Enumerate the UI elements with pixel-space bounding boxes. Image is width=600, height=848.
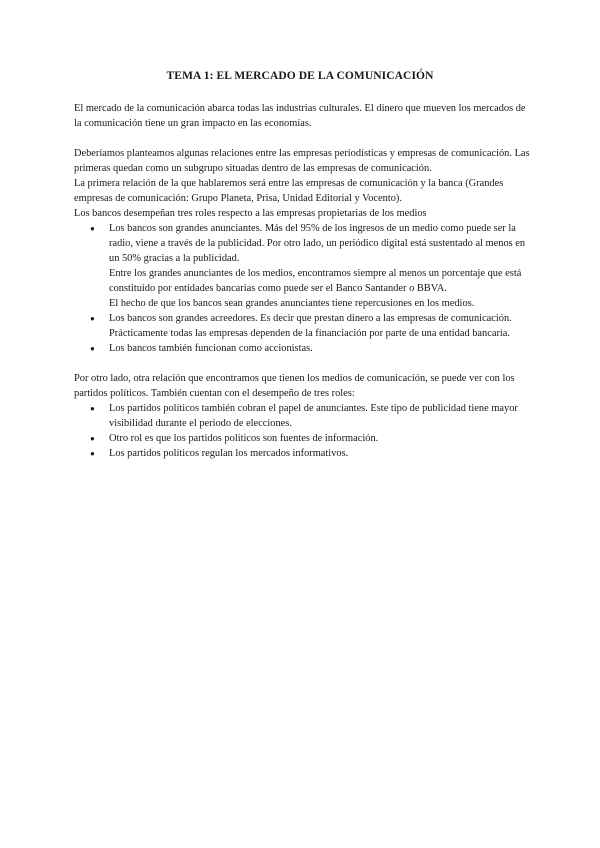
bullet-icon: ●: [90, 449, 95, 458]
paragraph-political-parties: Por otro lado, otra relación que encontramos que tienen los medios de comunicación, se puede ver con los partidos políticos. También cuentan con el desempeño de tres roles:: [74, 373, 515, 399]
list-item: [74, 311, 534, 341]
bullet-icon: ●: [90, 224, 95, 233]
paragraph-relations: Deberíamos planteamos algunas relaciones entre las empresas periodísticas y empresas de comunicación. Las primeras quedan como un subgrupo situadas dentro de las empresas de comunicación.: [74, 148, 530, 174]
bullet-icon: ●: [90, 314, 95, 323]
list-item-text: Los bancos también funcionan como accionistas.: [109, 343, 313, 354]
list-item: [74, 401, 534, 431]
paragraph-bank-roles-intro: Los bancos desempeñan tres roles respecto a las empresas propietarias de los medios: [74, 208, 427, 219]
document-title: TEMA 1: EL MERCADO DE LA COMUNICACIÓN: [166, 70, 434, 82]
list-item: [74, 431, 534, 446]
bullet-icon: ●: [90, 404, 95, 413]
list-item-text: Los bancos son grandes anunciantes. Más del 95% de los ingresos de un medio como puede ser la radio, viene a través de la publicidad. Por otro lado, un periódico digital está sustentado al menos en un 50% gracias a la publicidad.: [109, 223, 526, 264]
list-item-text-continued: El hecho de que los bancos sean grandes anunciantes tiene repercusiones en los medios.: [109, 298, 475, 309]
list-item: [74, 446, 534, 461]
paragraph-banking-relation: La primera relación de la que hablaremos será entre las empresas de comunicación y la banca (Grandes empresas de comunicación: Grupo Planeta, Prisa, Unidad Editorial y Vocento).: [74, 178, 504, 204]
list-item-text: Los partidos políticos también cobran el papel de anunciantes. Este tipo de publicidad tiene mayor visibilidad durante el periodo de elecciones.: [109, 403, 518, 429]
paragraph-intro: El mercado de la comunicación abarca todas las industrias culturales. El dinero que mueven los mercados de la comunicación tiene un gran impacto en las economías.: [74, 103, 526, 129]
paragraph-spacer: [74, 131, 534, 146]
paragraph-spacer: [74, 356, 534, 371]
bullet-icon: ●: [90, 344, 95, 353]
list-item-text: Los partidos políticos regulan los mercados informativos.: [109, 448, 349, 459]
list-item-text: Otro rol es que los partidos políticos son fuentes de información.: [109, 433, 379, 444]
list-item-text: Los bancos son grandes acreedores. Es decir que prestan dinero a las empresas de comunicación. Prácticamente todas las empresas dependen de la financiación por parte de una entidad bancaria.: [109, 313, 512, 339]
list-item-text-continued: Entre los grandes anunciantes de los medios, encontramos siempre al menos un porcentaje que está constituido por entidades bancarias como puede ser el Banco Santander o BBVA.: [109, 268, 522, 294]
party-roles-list: [74, 401, 534, 461]
bank-roles-list: [74, 221, 534, 356]
document-body: [74, 101, 534, 461]
bullet-icon: ●: [90, 434, 95, 443]
list-item: [74, 341, 534, 356]
list-item: [74, 221, 534, 311]
